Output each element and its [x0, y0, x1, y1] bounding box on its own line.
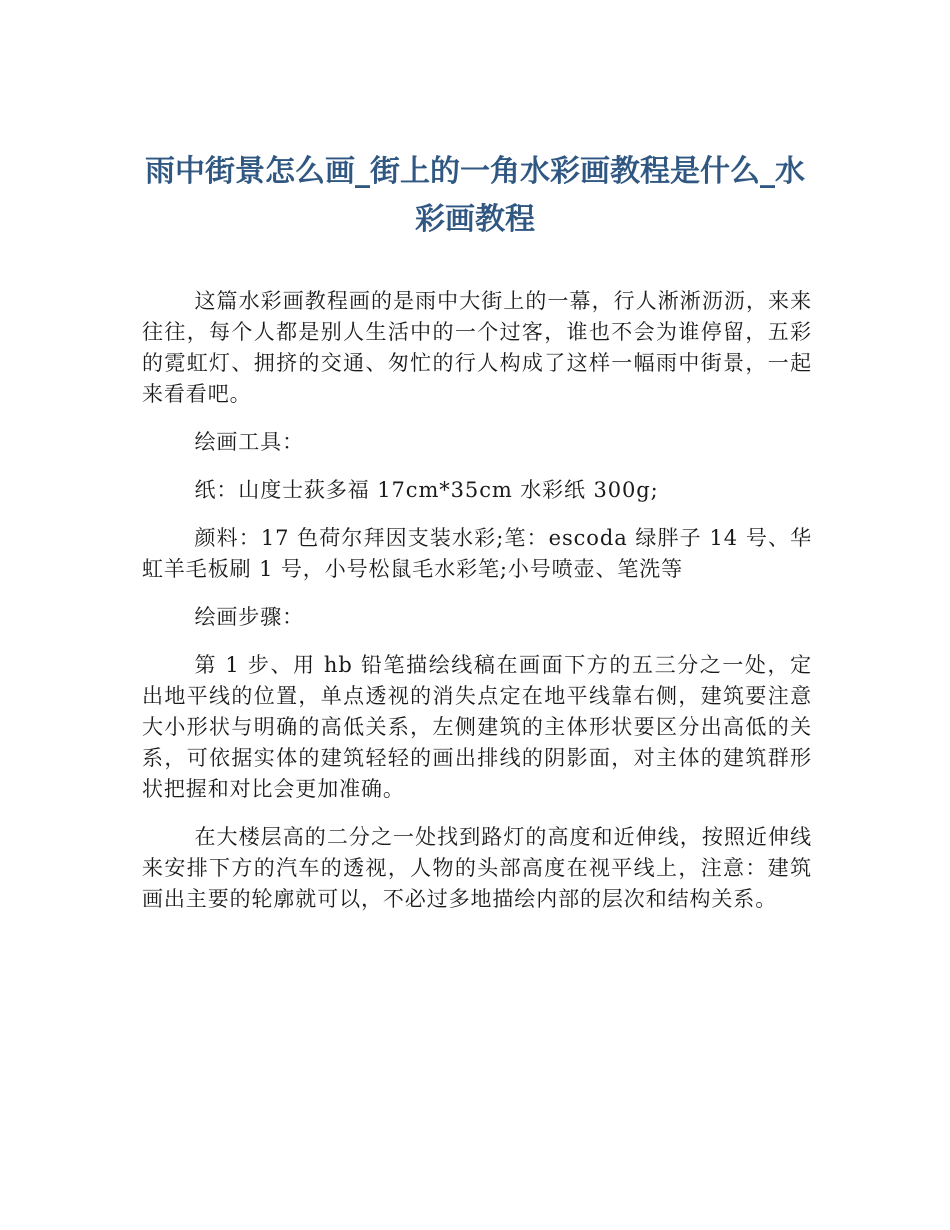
document-title: 雨中街景怎么画_街上的一角水彩画教程是什么_水彩画教程 — [145, 154, 805, 237]
paper-paragraph: 纸：山度士荻多福 17cm*35cm 水彩纸 300g; — [194, 478, 659, 502]
step-1-paragraph: 第 1 步、用 hb 铅笔描绘线稿在画面下方的五三分之一处，定出地平线的位置，单点透视的消失点定在地平线靠右侧，建筑要注意大小形状与明确的高低关系，左侧建筑的主体形状要区分出高低的关系，可依据实体的建筑轻轻的画出排线的阴影面，对主体的建筑群形状把握和对比会更加准确。 — [142, 653, 812, 801]
paint-brush-paragraph: 颜料：17 色荷尔拜因支装水彩;笔：escoda 绿胖子 14 号、华虹羊毛板刷 1 号，小号松鼠毛水彩笔;小号喷壶、笔洗等 — [142, 526, 812, 581]
streetlight-paragraph: 在大楼层高的二分之一处找到路灯的高度和近伸线，按照近伸线来安排下方的汽车的透视，人物的头部高度在视平线上，注意：建筑画出主要的轮廓就可以，不必过多地描绘内部的层次和结构关系。 — [142, 825, 812, 911]
intro-paragraph: 这篇水彩画教程画的是雨中大街上的一幕，行人淅淅沥沥，来来往往，每个人都是别人生活中的一个过客，谁也不会为谁停留，五彩的霓虹灯、拥挤的交通、匆忙的行人构成了这样一幅雨中街景，一起来看看吧。 — [142, 289, 812, 406]
tools-heading: 绘画工具： — [194, 430, 304, 454]
steps-heading: 绘画步骤： — [194, 605, 304, 629]
document-body — [142, 286, 812, 932]
